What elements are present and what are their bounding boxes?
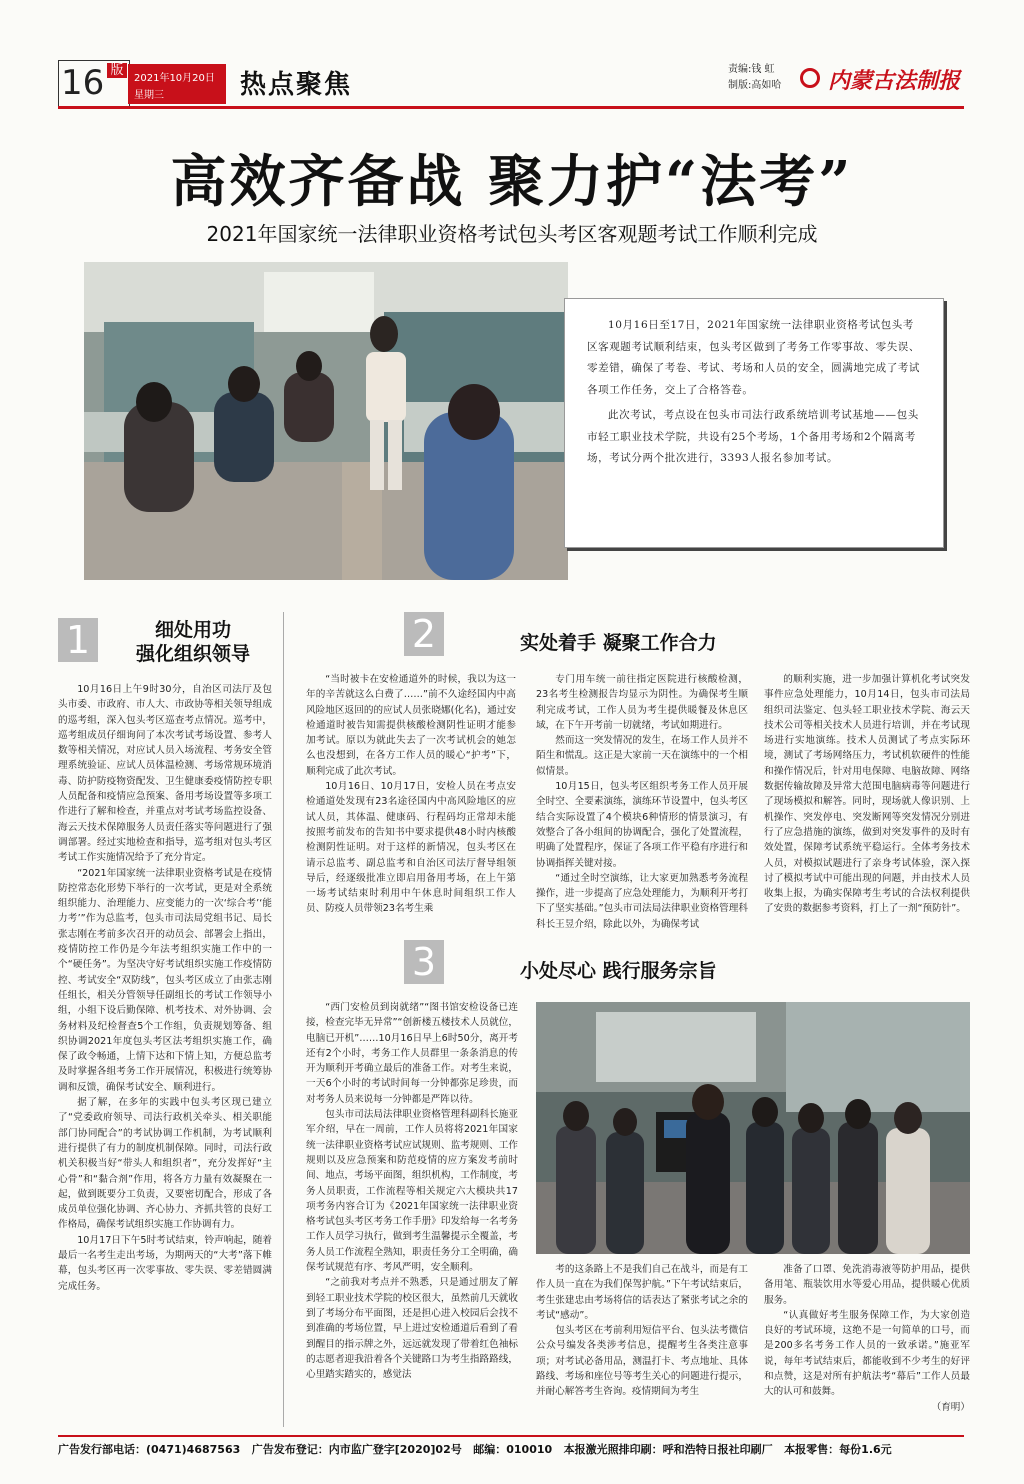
footer-ad-dept: 广告发行部电话：(0471)4687563: [58, 1443, 241, 1456]
producer-line: 制版:高如哈: [728, 80, 782, 91]
section-3-paragraph: “西门安检员到岗就绪”“图书馆安检设备已连接，检查完毕无异常”“创新楼五楼技术人员就位，电脑已开机”……10月16日早上6时50分，离开考还有2个小时，考务工作人员群里一条条消息的传开为顺利开考确立最后的准备工作。对考生来说，一天6个小时的考试时间每一分钟都弥足珍贵，而对考务人员来说每一分钟都是严阵以待。: [306, 1002, 518, 1105]
section-2-paragraph: 专门用车统一前往指定医院进行核酸检测，23名考生检测报告均显示为阴性。为确保考生顺利完成考试，工作人员为考生提供暖餐及休息区域，在下午开考前一切就绪，考试如期进行。: [536, 674, 748, 731]
intro-paragraph-1: 10月16日至17日，2021年国家统一法律职业资格考试包头考区客观题考试顺利结束，包头考区做到了考务工作零事故、零失误、零差错，确保了考卷、考试、考场和人员的安全，圆满地完成了考试各项工作任务，交上了合格答卷。: [587, 319, 920, 396]
section-1-title: [108, 618, 278, 666]
section-1-column: [58, 682, 272, 1427]
section-3-number: 3: [404, 940, 444, 984]
section-2-title: 实处着手 凝聚工作合力: [520, 632, 717, 654]
page-number-box: [58, 60, 130, 108]
section-3-paragraph: “认真做好考生服务保障工作，为大家创造良好的考试环境，这绝不是一句简单的口号，而是200多名考务工作人员的一致承诺。”施亚军说，每年考试结束后，都能收到不少考生的好评和点赞，这是对所有护航法考“幕后”工作人员最大的认可和鼓舞。: [764, 1309, 970, 1398]
section-2-number: 2: [404, 612, 444, 656]
section-2-column-a: [306, 672, 516, 915]
section-3-paragraph: 包头市司法局法律职业资格管理科副科长施亚军介绍，早在一周前，工作人员将将2021年国家统一法律职业资格考试应试规则、监考规则、工作规则以及应急预案和防范疫情的应方案发考前时间、地点，考场平面图，组织机构，工作制度，考务人员职责，工作流程等相关规定六大模块共17项考务内容合订为《2021年国家统一法律职业资格考试包头考区考务工作手册》印发给每一名考务工作人员学习执行，做到考生温馨提示全覆盖，考务人员工作流程全熟知，职责任务分工全明确，确保考试规范有序、考风严明，安全顺利。: [306, 1109, 518, 1274]
section-2-paragraph: 10月15日，包头考区组织考务工作人员开展全时空、全要素演练，演练环节设置中，包头考区结合实际设置了4个模块6种情形的情景演习，有效整合了各小组间的协调配合，强化了处置流程，明确了处置程序，保证了各项工作平稳有序进行和协调指挥关键对接。: [536, 781, 748, 869]
editor-line: 责编:钱 虹: [728, 64, 775, 75]
inspection-illustration: [536, 1002, 970, 1254]
section-2-paragraph: 的顺利实施，进一步加强计算机化考试突发事件应急处理能力，10月14日，包头市司法局组织司法鉴定、包头轻工职业技术学院、海云天技术公司等相关技术人员进行培训，并在考试现场进行实地演练。技术人员测试了考点实际环境，测试了考场网络压力，考试机软硬件的性能和操作情况后，针对用电保障、电脑故障、网络数据传输故障及异常大范围电脑病毒等问题进行了现场模拟和解答。同时，现场就人像识别、上机操作、突发停电、突发断网等突发情况分别进行了应急措施的演练，做到对突发事件的及时有效处置，保障考试系统平稳运行。全体考务技术人员，对模拟试题进行了亲身考试体验，深入探讨了模拟考试中可能出现的问题，并由技术人员收集上报，为确实保障考生考试的合法权利提供了安贵的数据参考资料，打上了一剂“预防针”。: [764, 674, 970, 915]
editor-credits: [728, 62, 781, 94]
section-2-column-b: [536, 672, 748, 930]
footer-bar: [58, 1441, 964, 1457]
date-box: [128, 64, 226, 104]
newspaper-name: 内蒙古法制报: [828, 68, 961, 94]
section-1-paragraph: 10月16日上午9时30分，自治区司法厅及包头市委、市政府、市人大、市政协等相关领导组成的巡考组，深入包头考区巡查考点情况。巡考中，巡考组成员仔细询问了本次考试考场设置、参考人数等相关情况，对应试人员入场流程、考务安全管理系统验证、应试人员体温检测、考场常规环境消毒、防护防疫物资配发、卫生健康委疫情防控专职人员配备和疫情应急预案、备用考场设置等多项工作进行了解和检查，并重点对考试考场监控设备、海云天技术保障服务人员责任落实等问题进行了强调部署。经过实地检查和指导，巡考组对包头考区考试工作实施情况给予了充分肯定。: [58, 684, 272, 864]
section-1-title-line2: 强化组织领导: [135, 643, 250, 665]
column-title: 热点聚焦: [240, 70, 353, 100]
section-3-paragraph: 包头考区在考前利用短信平台、包头法考微信公众号编发各类涉考信息，提醒考生各类注意事项；对考试必备用品，测温打卡、考点地址、具体路线、考场和座位号等考生关心的问题进行提示，并耐心解答考生咨询。疫情期间为考生: [536, 1325, 748, 1398]
section-3-paragraph: 考的这条路上不是我们自己在战斗，而是有工作人员一直在为我们保驾护航。”下午考试结束后，考生张建忠由考场将信的话表达了紧张考试之余的考试“感动”。: [536, 1264, 748, 1321]
page-number: 16: [61, 63, 105, 103]
byline: （育明）: [931, 1401, 970, 1413]
inspection-photo: [536, 1002, 970, 1254]
section-3-paragraph: “之前我对考点并不熟悉，只是通过朋友了解到轻工职业技术学院的校区很大，虽然前几天就收到了考场分布平面图，还是担心进入校园后会找不到准确的考场位置，早上进过安检通道后看到了看到醒目的指示牌之外，远远就发现了带着红色袖标的志愿者迎我沿着各个关键路口为考生指路路线，心里踏实踏实的，感觉法: [306, 1277, 518, 1381]
exam-room-photo: [84, 262, 568, 580]
intro-paragraph-2: 此次考试，考点设在包头市司法行政系统培训考试基地——包头市轻工职业技术学院，共设有25个考场，1个备用考场和2个隔离考场，考试分两个批次进行，3393人报名参加考试。: [587, 409, 919, 464]
ban-label: 版: [107, 63, 127, 78]
column-divider: [283, 612, 284, 1427]
section-2-column-c: [764, 672, 970, 915]
footer-price: 本报零售：每份1.6元: [784, 1443, 892, 1456]
masthead-rule: [58, 106, 964, 109]
main-headline: 高效齐备战 聚力护“法考”: [170, 149, 854, 215]
section-3-paragraph: 准备了口罩、免洗消毒液等防护用品，提供备用笔、瓶装饮用水等爱心用品，提供暖心优质服务。: [764, 1264, 970, 1306]
section-1-paragraph: 据了解，在多年的实践中包头考区现已建立了“党委政府领导、司法行政机关牵头、相关职能部门协同配合”的考试协调工作机制，为考试顺利进行提供了有力的制度机制保障。同时，司法行政机关积极当好“带头人和组织者”，充分发挥好“主心骨”和“黏合剂”作用，将各方力量有效凝聚在一起，做到既要分工负责，又要密切配合，形成了各成员单位强化协调、齐心协力、齐抓共管的良好工作格局，确保考试组织实施工作协调有力。: [58, 1097, 272, 1231]
sub-headline: 2021年国家统一法律职业资格考试包头考区客观题考试工作顺利完成: [206, 222, 818, 246]
section-1-number: 1: [58, 618, 98, 662]
section-1-paragraph: 10月17日下午5时考试结束，铃声响起，随着最后一名考生走出考场，为期两天的“大考”落下帷幕，包头考区再一次零事故、零失误、零差错圆满完成任务。: [58, 1234, 272, 1292]
section-2-paragraph: 然而这一突发情况的发生，在场工作人员并不陌生和慌乱。这正是大家前一天在演练中的一个相似情景。: [536, 735, 748, 777]
footer-rule: [58, 1435, 964, 1437]
section-3-title: 小处尽心 践行服务宗旨: [520, 960, 717, 982]
section-3-column-b: [306, 1000, 518, 1427]
section-2-paragraph: 10月16日、10月17日，安检人员在考点安检通道处发现有23名途径国内中高风险地区的应试人员，其体温、健康码、行程码均正常却未能按照考前发布的告知书中要求提供48小时内核酸检测阴性证明。对于这样的新情况，包头考区在请示总监考、副总监考和自治区司法厅督导组领导后，经逐级批准立即启用备用考场，在上午第一场考试结束时利用中午休息时间组织工作人员、防疫人员带领23名考生乘: [306, 781, 516, 915]
issue-date: 2021年10月20日: [134, 73, 215, 84]
intro-box: [564, 298, 944, 548]
section-3-column-d: [764, 1262, 970, 1427]
section-2-paragraph: “当时被卡在安检通道外的时候，我以为这一年的辛苦就这么白费了……”前不久途经国内中高风险地区返回的的应试人员张晓娜(化名)，通过安检通道时被告知需提供核酸检测阴性证明才能参加考试。原以为就此失去了一次考试机会的她怎么也没想到，在各方工作人员的暖心“护考”下，顺利完成了此次考试。: [306, 674, 516, 777]
footer-ad-registration: 广告发布登记：内市监广登字[2020]02号: [251, 1443, 462, 1456]
exam-room-illustration: [84, 262, 568, 580]
section-1-title-line1: 细处用功: [154, 619, 231, 641]
section-1-paragraph: “2021年国家统一法律职业资格考试是在疫情防控常态化形势下举行的一次考试，更是对全系统组织能力、治理能力、应变能力的一次‘综合考’‘能力考’”作为总监考，包头市司法局党组书记、局长张志刚在考前多次召开的动员会、部署会上指出，疫情防控工作仍是今年法考组织实施工作中的一个“硬任务”。为坚决守好考试组织实施工作疫情防控、考试安全“双防线”，包头考区成立了由张志刚任组长，相关分管领导任副组长的考试工作领导小组，小组下设后勤保障、机考技术、对外协调、会务材料及纪检督查5个工作组，负责规划筹备、组织协调2021年度包头考区法考组织实施工作，确保了政令畅通，上情下达和下情上知，方便总监考及时掌握各组考务工作开展情况，积极进行统筹协调和反馈，确保考试安全、顺利进行。: [58, 867, 272, 1093]
section-3-column-c: [536, 1262, 748, 1427]
section-2-paragraph: “通过全时空演练，让大家更加熟悉考务流程操作，进一步提高了应急处理能力，为顺利开考打下了坚实基础。”包头市司法局法律职业资格管理科科长王昱介绍，除此以外，为确保考试: [536, 872, 748, 930]
issue-weekday: 星期三: [134, 90, 164, 101]
newspaper-logo-icon: [800, 68, 820, 88]
footer-postcode: 邮编：010010: [473, 1443, 553, 1456]
footer-printer: 本报激光照排印刷：呼和浩特日报社印刷厂: [563, 1443, 773, 1456]
